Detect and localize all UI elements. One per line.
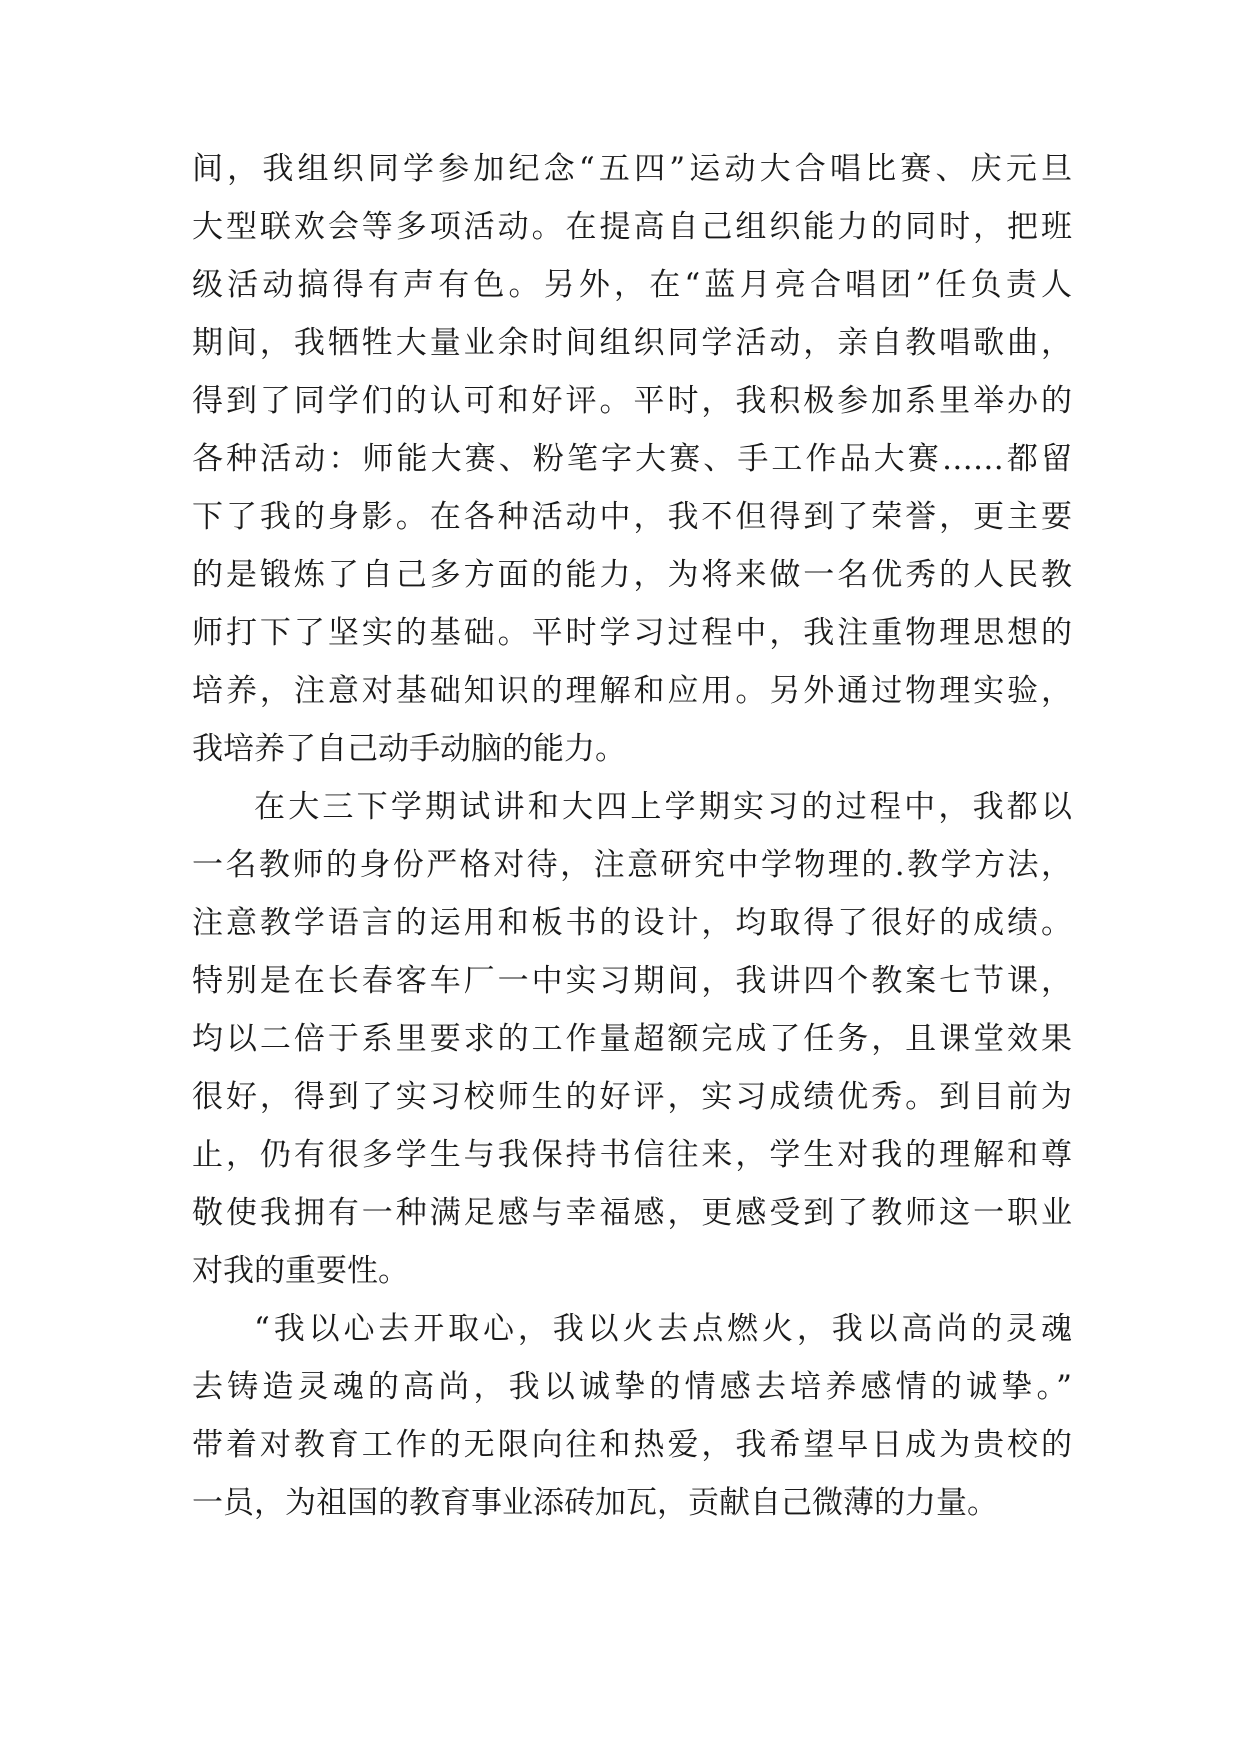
- text-line: 注意教学语言的运用和板书的设计，均取得了很好的成绩。: [192, 905, 1072, 941]
- text-line: 培养，注意对基础知识的理解和应用。另外通过物理实验，: [192, 673, 1072, 709]
- text-line: 间，我组织同学参加纪念“五四”运动大合唱比赛、庆元旦: [192, 151, 1072, 187]
- text-line: 很好，得到了实习校师生的好评，实习成绩优秀。到目前为: [192, 1079, 1072, 1115]
- text-line: 去铸造灵魂的高尚，我以诚挚的情感去培养感情的诚挚。”: [192, 1369, 1072, 1405]
- paragraph: [192, 778, 1072, 1300]
- text-line: 止，仍有很多学生与我保持书信往来，学生对我的理解和尊: [192, 1137, 1072, 1173]
- text-line: 一员，为祖国的教育事业添砖加瓦，贡献自己微薄的力量。: [192, 1485, 998, 1521]
- text-line: 级活动搞得有声有色。另外，在“蓝月亮合唱团”任负责人: [192, 267, 1072, 303]
- text-line: 大型联欢会等多项活动。在提高自己组织能力的同时，把班: [192, 209, 1072, 245]
- text-line: 均以二倍于系里要求的工作量超额完成了任务，且课堂效果: [192, 1021, 1072, 1057]
- text-line: 我培养了自己动手动脑的能力。: [192, 731, 626, 767]
- document-body: [192, 140, 1072, 1532]
- text-line: 对我的重要性。: [192, 1253, 409, 1289]
- text-line: 的是锻炼了自己多方面的能力，为将来做一名优秀的人民教: [192, 557, 1072, 593]
- text-line: 敬使我拥有一种满足感与幸福感，更感受到了教师这一职业: [192, 1195, 1072, 1231]
- text-line: 下了我的身影。在各种活动中，我不但得到了荣誉，更主要: [192, 499, 1072, 535]
- text-line: 师打下了坚实的基础。平时学习过程中，我注重物理思想的: [192, 615, 1072, 651]
- text-line: 期间，我牺牲大量业余时间组织同学活动，亲自教唱歌曲，: [192, 325, 1072, 361]
- paragraph: [192, 1300, 1072, 1532]
- text-line: 得到了同学们的认可和好评。平时，我积极参加系里举办的: [192, 383, 1072, 419]
- text-line: 特别是在长春客车厂一中实习期间，我讲四个教案七节课，: [192, 963, 1072, 999]
- paragraph: [192, 140, 1072, 778]
- text-line: 各种活动：师能大赛、粉笔字大赛、手工作品大赛……都留: [192, 441, 1072, 477]
- text-line: 在大三下学期试讲和大四上学期实习的过程中，我都以: [254, 789, 1072, 825]
- text-line: “我以心去开取心，我以火去点燃火，我以高尚的灵魂: [254, 1311, 1072, 1347]
- text-line: 一名教师的身份严格对待，注意研究中学物理的.教学方法，: [192, 847, 1072, 883]
- text-line: 带着对教育工作的无限向往和热爱，我希望早日成为贵校的: [192, 1427, 1072, 1463]
